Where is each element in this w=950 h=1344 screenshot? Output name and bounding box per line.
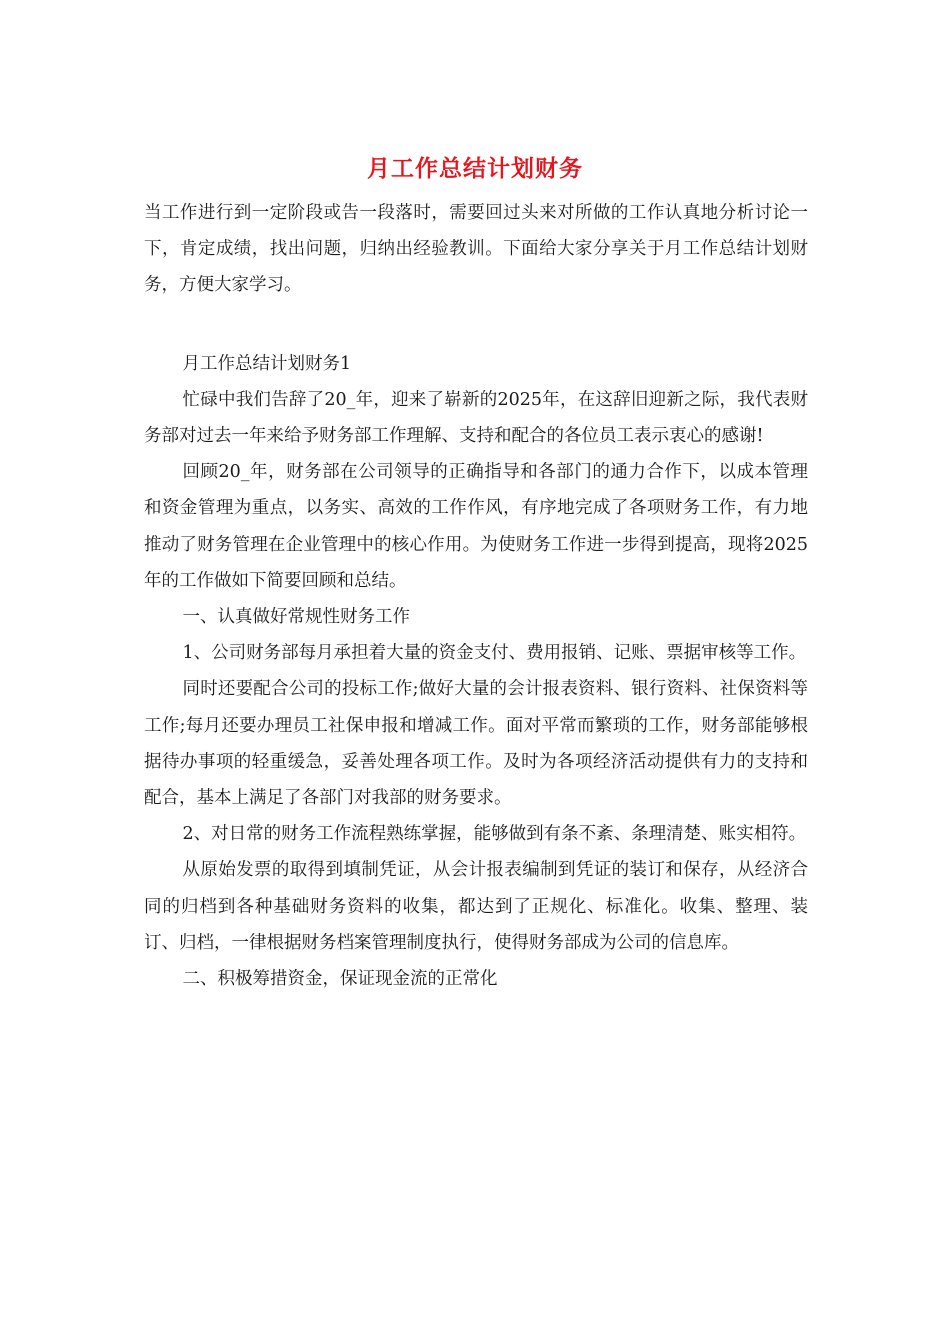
body-paragraph: 1、公司财务部每月承担着大量的资金支付、费用报销、记账、票据审核等工作。 bbox=[182, 643, 807, 664]
body-paragraph: 同时还要配合公司的投标工作;做好大量的会计报表资料、银行资料、社保资料等工作;每月还要办理员工社保申报和增减工作。面对平常而繁琐的工作，财务部能够根据待办事项的轻重缓急，妥善处理各项工作。及时为各项经济活动提供有力的支持和配合，基本上满足了各部门对我部的财务要求。 bbox=[144, 679, 808, 809]
document-title: 月工作总结计划财务 bbox=[367, 155, 583, 182]
subsection-heading: 二、积极筹措资金，保证现金流的正常化 bbox=[182, 969, 498, 990]
document-body bbox=[144, 195, 808, 997]
body-paragraph: 2、对日常的财务工作流程熟练掌握，能够做到有条不紊、条理清楚、账实相符。 bbox=[182, 824, 807, 845]
intro-paragraph: 当工作进行到一定阶段或告一段落时，需要回过头来对所做的工作认真地分析讨论一下，肯定成绩，找出问题，归纳出经验教训。下面给大家分享关于月工作总结计划财务，方便大家学习。 bbox=[144, 203, 808, 296]
body-paragraph: 回顾20_年，财务部在公司领导的正确指导和各部门的通力合作下，以成本管理和资金管理为重点，以务实、高效的工作作风，有序地完成了各项财务工作，有力地推动了财务管理在企业管理中的核心作用。为使财务工作进一步得到提高，现将2025年的工作做如下简要回顾和总结。 bbox=[144, 462, 808, 591]
body-paragraph: 从原始发票的取得到填制凭证，从会计报表编制到凭证的装订和保存，从经济合同的归档到各种基础财务资料的收集，都达到了正规化、标准化。收集、整理、装订、归档，一律根据财务档案管理制度执行，使得财务部成为公司的信息库。 bbox=[144, 860, 808, 953]
body-paragraph: 忙碌中我们告辞了20_年，迎来了崭新的2025年，在这辞旧迎新之际，我代表财务部对过去一年来给予财务部工作理解、支持和配合的各位员工表示衷心的感谢! bbox=[144, 389, 808, 447]
section-heading: 月工作总结计划财务1 bbox=[182, 353, 352, 374]
subsection-heading: 一、认真做好常规性财务工作 bbox=[182, 607, 410, 628]
section-gap bbox=[144, 304, 808, 346]
